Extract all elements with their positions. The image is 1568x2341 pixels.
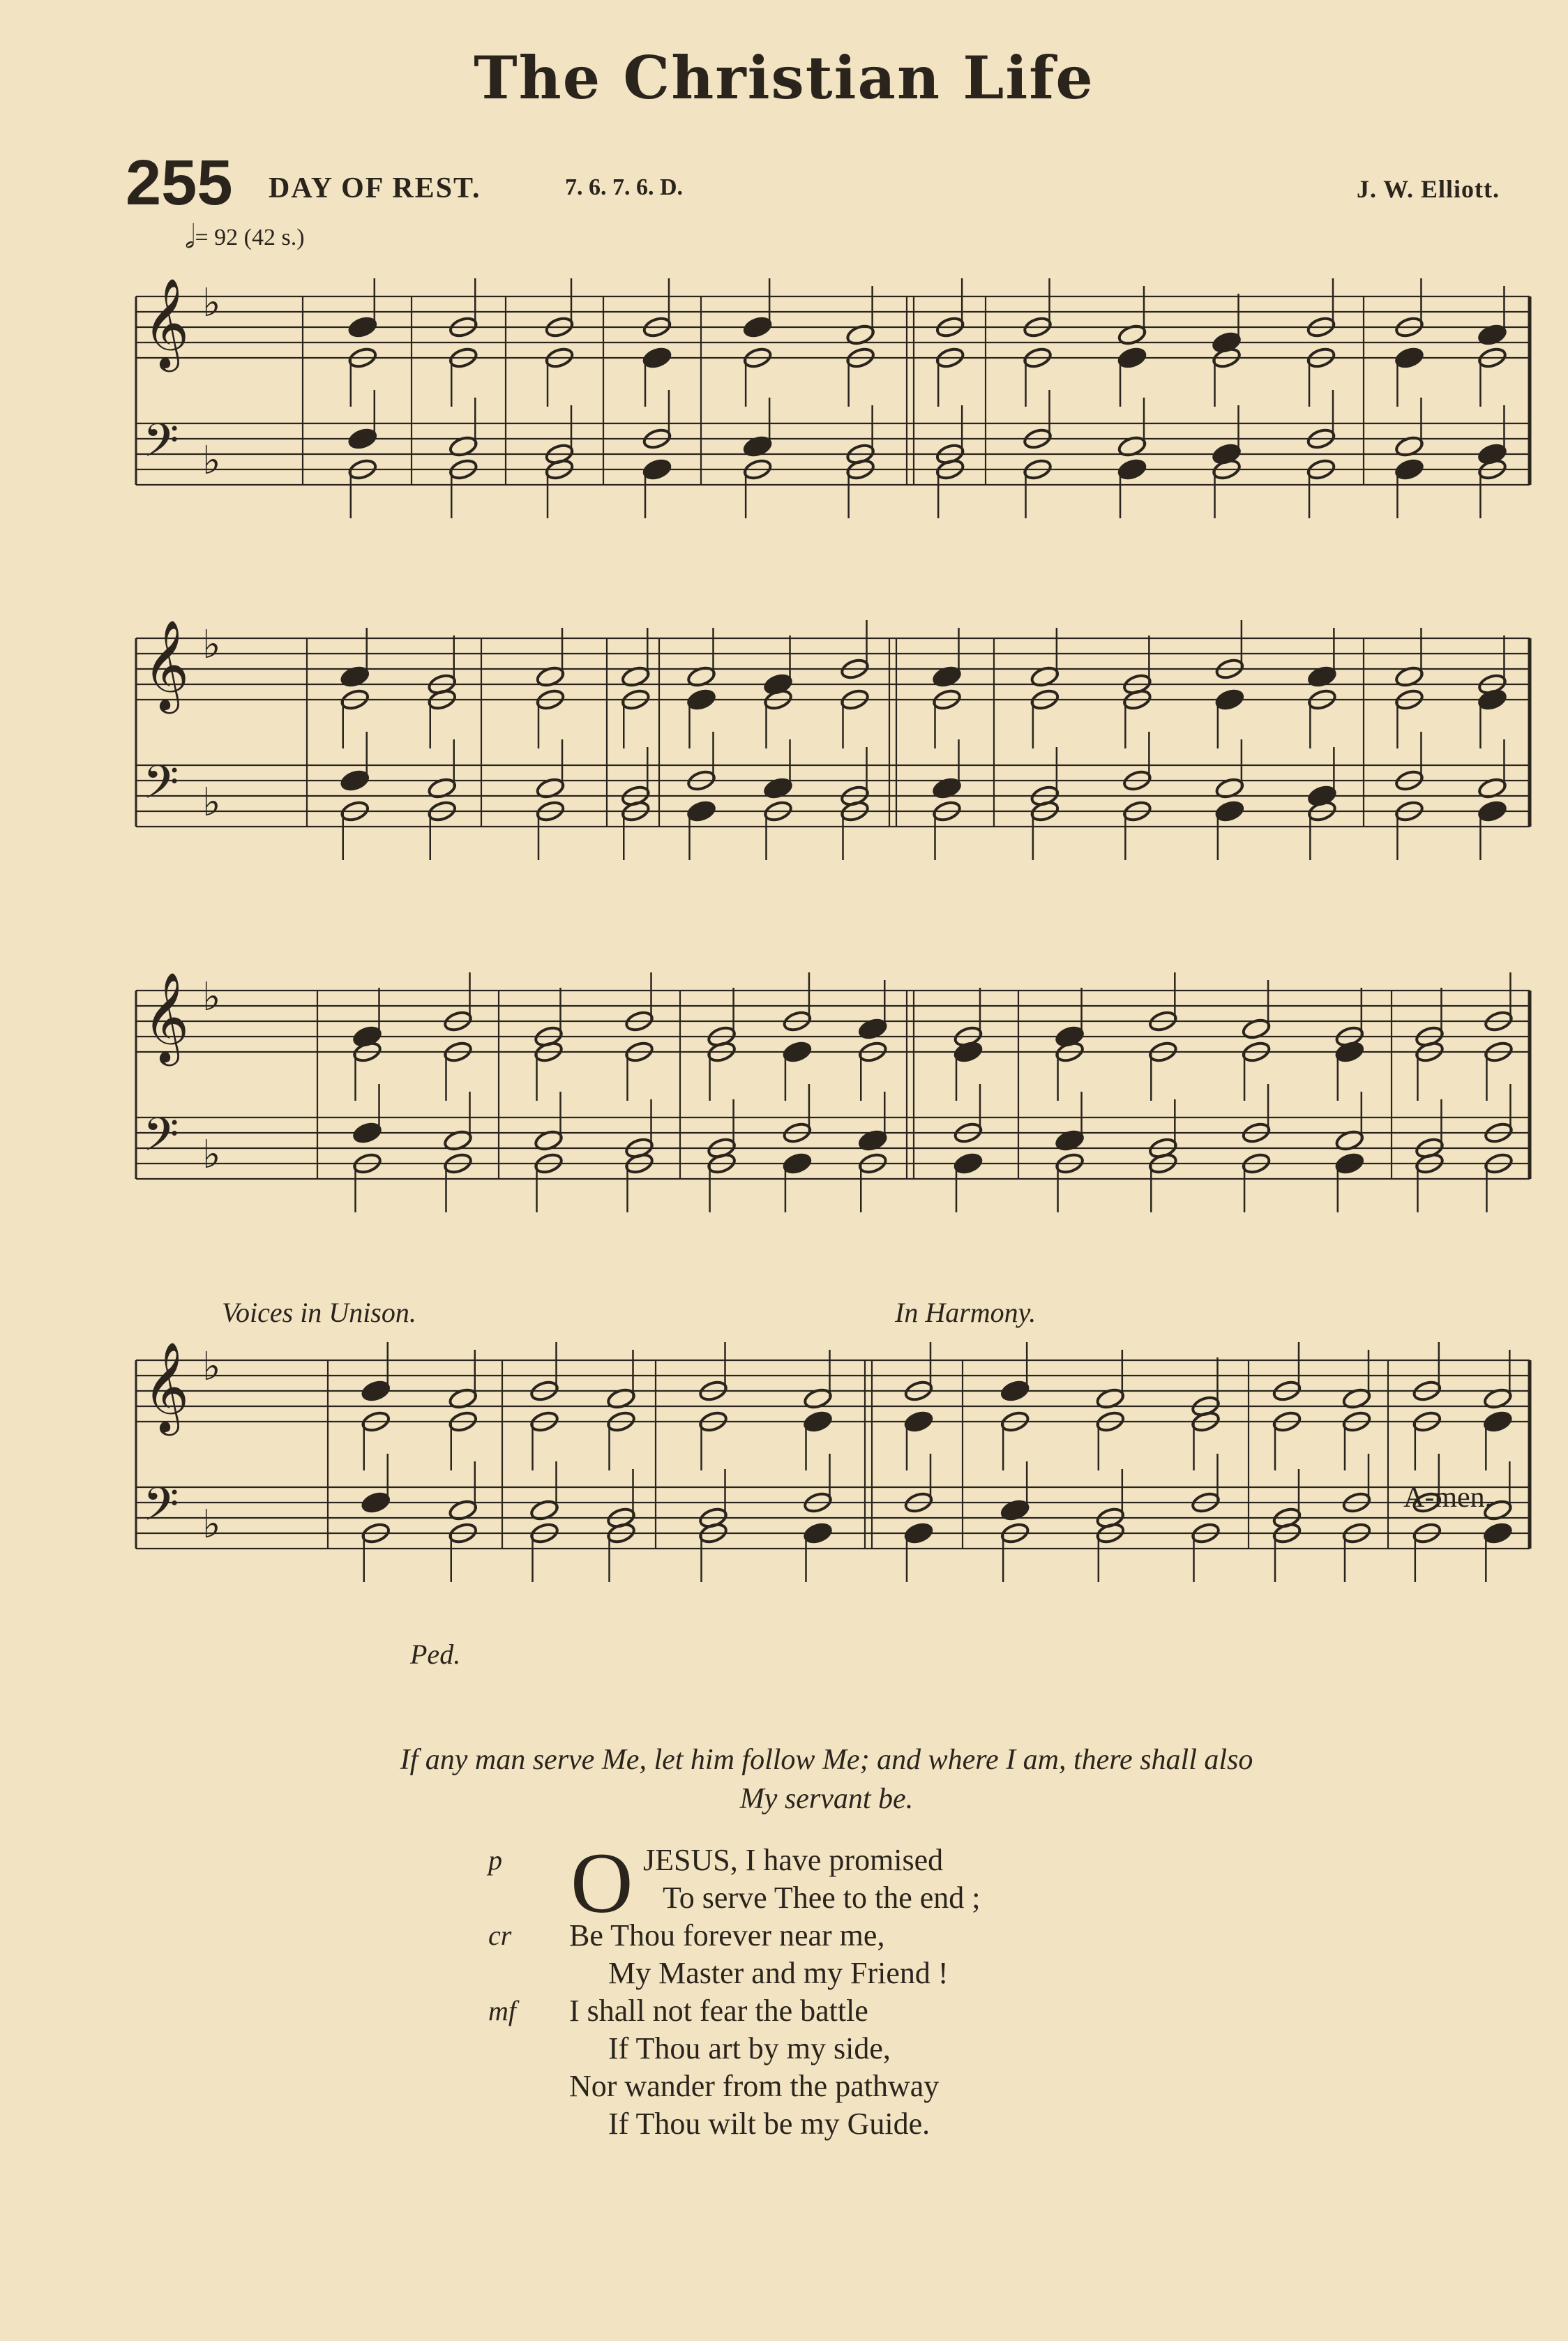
note-head <box>1394 458 1424 481</box>
treble-clef-icon: 𝄞 <box>143 278 190 368</box>
meter: 7. 6. 7. 6. D. <box>565 174 684 200</box>
note-head <box>361 1491 391 1514</box>
note-head <box>1117 346 1147 370</box>
note-head <box>903 1521 933 1545</box>
bass-clef-icon: 𝄢 <box>143 755 179 820</box>
verse <box>488 1835 1325 2143</box>
verse-line <box>488 2105 1325 2143</box>
note-head <box>642 458 672 481</box>
unison-label: Voices in Unison. <box>222 1297 416 1328</box>
verse-text: JESUS, I have promised <box>643 1843 944 1877</box>
flat-icon: ♭ <box>202 280 221 326</box>
verse-line <box>488 2030 1325 2068</box>
verse-text: To serve Thee to the end ; <box>663 1881 981 1915</box>
note-head <box>1394 346 1424 370</box>
tempo-text: = 92 (42 s.) <box>195 225 305 250</box>
note-head <box>340 769 370 792</box>
dynamic-mark: cr <box>488 1920 512 1951</box>
tune-name: DAY OF REST. <box>269 172 481 204</box>
note-head <box>1214 799 1244 823</box>
flat-icon: ♭ <box>202 1344 221 1390</box>
treble-clef-icon: 𝄞 <box>143 1341 190 1432</box>
flat-icon: ♭ <box>202 1132 221 1177</box>
verse-line <box>488 1917 1325 1955</box>
note-head <box>361 1379 391 1403</box>
half-note-icon: 𝅗𝅥 <box>185 219 195 255</box>
note-head <box>1334 1152 1364 1175</box>
dynamic-mark: p <box>488 1844 502 1876</box>
note-head <box>1117 458 1147 481</box>
scripture-quote <box>209 1740 1444 1819</box>
note-head <box>782 1152 812 1175</box>
note-head <box>347 315 377 339</box>
amen-label: A-men. <box>1403 1482 1493 1514</box>
note-head <box>803 1521 833 1545</box>
verse-line <box>488 1879 1325 1917</box>
verse-line <box>488 1842 1325 1879</box>
verse-text: Nor wander from the pathway <box>569 2069 940 2103</box>
bass-clef-icon: 𝄢 <box>143 414 179 479</box>
verse-line <box>488 1992 1325 2030</box>
flat-icon: ♭ <box>202 438 221 483</box>
flat-icon: ♭ <box>202 622 221 668</box>
hymn-number: 255 <box>126 147 233 218</box>
note-head <box>642 346 672 370</box>
verse-dropcap: O <box>571 1835 633 1931</box>
scripture-line-2: My servant be. <box>739 1783 914 1815</box>
verse-line <box>488 2068 1325 2105</box>
note-head <box>1477 799 1507 823</box>
note-head <box>686 799 716 823</box>
note-head <box>352 1121 382 1145</box>
note-head <box>1483 1410 1513 1433</box>
pedal-label: Ped. <box>410 1639 461 1670</box>
treble-clef-icon: 𝄞 <box>143 619 190 710</box>
note-head <box>686 688 716 712</box>
note-head <box>953 1152 983 1175</box>
dynamic-mark: mf <box>488 1995 516 2026</box>
note-head <box>743 315 773 339</box>
flat-icon: ♭ <box>202 780 221 825</box>
verse-text: I shall not fear the battle <box>569 1994 868 2028</box>
note-head <box>347 427 377 451</box>
bass-clef-icon: 𝄢 <box>143 1108 179 1173</box>
treble-clef-icon: 𝄞 <box>143 972 190 1062</box>
note-head <box>903 1410 933 1433</box>
note-head <box>1214 688 1244 712</box>
flat-icon: ♭ <box>202 1502 221 1547</box>
harmony-label: In Harmony. <box>895 1297 1036 1328</box>
note-head <box>1483 1521 1513 1545</box>
verse-line <box>488 1955 1325 1992</box>
flat-icon: ♭ <box>202 974 221 1020</box>
verse-text: Be Thou forever near me, <box>569 1918 885 1952</box>
scripture-line-1: If any man serve Me, let him follow Me; and where I am, there shall also <box>400 1744 1253 1776</box>
verse-text: My Master and my Friend ! <box>608 1956 949 1990</box>
note-head <box>803 1410 833 1433</box>
composer: J. W. Elliott. <box>1356 175 1500 203</box>
bass-clef-icon: 𝄢 <box>143 1477 179 1542</box>
verse-text: If Thou wilt be my Guide. <box>608 2107 930 2141</box>
verse-text: If Thou art by my side, <box>608 2031 891 2065</box>
note-head <box>1000 1379 1030 1403</box>
section-title: The Christian Life <box>474 43 1094 112</box>
note-head <box>782 1040 812 1064</box>
